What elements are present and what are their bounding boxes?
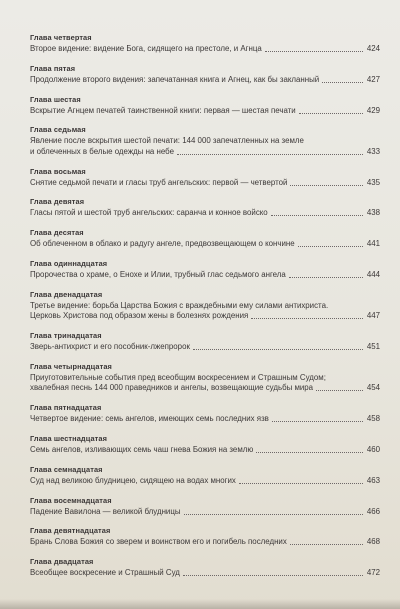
toc-entry [30,526,380,548]
chapter-heading: Глава двенадцатая [30,289,103,299]
entry-description: Продолжение второго видения: запечатанная книга и Агнец, как бы закланный [30,74,320,84]
entry-line [30,414,380,425]
entry-description: Пророчества о храме, о Енохе и Илии, трубный глас седьмого ангела [30,270,286,280]
entry-description: Семь ангелов, изливающих семь чаш гнева Божия на землю [30,445,254,455]
entry-line [30,44,380,55]
entry-description: Церковь Христова под образом жены в болезнях рождения [30,311,249,321]
chapter-heading: Глава восемнадцатая [30,495,112,505]
entry-line [30,239,380,250]
page-number: 460 [366,445,380,455]
toc-entry [30,95,380,117]
page-number: 447 [366,311,380,321]
chapter-heading: Глава девятая [30,197,85,207]
toc-entry [30,259,380,281]
entry-line [30,208,380,219]
entry-description: Четвертое видение: семь ангелов, имеющих семь последних язв [30,414,269,424]
entry-description: Явление после вскрытия шестой печати: 144 000 запечатленных на земле [30,136,304,146]
dot-leader [265,51,363,52]
entry-description: Об облеченном в облако и радугу ангеле, предвозвещающем о кончине [30,239,295,249]
entry-description: Вскрытие Агнцем печатей таинственной книги: первая — шестая печати [30,105,296,115]
entry-description: и облеченных в белые одежды на небе [30,146,174,156]
toc-entry [30,331,380,353]
dot-leader [298,246,363,247]
page-bottom-shadow [0,599,400,609]
page-number: 472 [366,568,380,578]
toc-entry [30,167,380,189]
page-number: 468 [366,537,380,547]
page-number: 451 [366,342,380,352]
toc-entry [30,125,380,157]
entry-description: хвалебная песнь 144 000 праведников и ангелы, возвещающие судьбы мира [30,383,314,393]
toc-entry [30,197,380,219]
entry-line [30,270,380,281]
entry-line [30,147,380,158]
entry-description: Второе видение: видение Бога, сидящего на престоле, и Агнца [30,44,262,53]
entry-description: Третье видение: борьба Царства Божия с враждебными ему силами антихриста. [30,300,329,310]
entry-description: Зверь-антихрист и его пособник-лжепророк [30,342,190,352]
page-number: 438 [366,208,380,218]
page-number: 424 [366,44,380,53]
entry-line [30,445,380,456]
entry-line [30,75,380,86]
entry-line [30,106,380,117]
entry-description: Приуготовительные события пред всеобщим воскресением и Страшным Судом; [30,372,326,382]
toc-entry [30,557,380,579]
toc-entry [30,362,380,394]
dot-leader [290,185,363,186]
dot-leader [184,514,363,515]
dot-leader [299,113,363,114]
dot-leader [256,452,363,453]
toc-entry [30,228,380,250]
entry-line [30,537,380,548]
dot-leader [272,421,363,422]
chapter-heading: Глава четырнадцатая [30,361,112,371]
entry-line [30,342,380,353]
entry-description: Брань Слова Божия со зверем и воинством его и погибель последних [30,537,287,547]
page-number: 433 [366,146,380,156]
page-number: 463 [366,475,380,485]
dot-leader [177,154,363,155]
dot-leader [289,277,363,278]
toc-entry [30,64,380,86]
chapter-heading: Глава четвертая [30,33,92,42]
page-number: 454 [366,383,380,393]
page-number: 458 [366,414,380,424]
dot-leader [193,349,363,350]
page-number: 427 [366,74,380,84]
entry-description: Падение Вавилона — великой блудницы [30,506,181,516]
chapter-heading: Глава тринадцатая [30,331,102,341]
dot-leader [183,575,363,576]
toc-entry [30,290,380,322]
toc-entry [30,33,380,55]
table-of-contents [30,33,380,579]
chapter-heading: Глава одиннадцатая [30,259,108,269]
toc-entry [30,403,380,425]
chapter-heading: Глава шестнадцатая [30,434,107,444]
entry-description: Снятие седьмой печати и гласы труб ангельских: первой — четвертой [30,177,288,187]
page-number: 435 [366,177,380,187]
page-number: 429 [366,105,380,115]
chapter-heading: Глава шестая [30,94,81,104]
entry-line [30,476,380,487]
chapter-heading: Глава пятая [30,63,76,73]
chapter-heading: Глава десятая [30,228,84,238]
chapter-heading: Глава двадцатая [30,557,94,567]
entry-description: Гласы пятой и шестой труб ангельских: саранча и конное войско [30,208,268,218]
page-number: 441 [366,239,380,249]
toc-entry [30,434,380,456]
dot-leader [251,318,363,319]
page-number: 444 [366,270,380,280]
page-number: 466 [366,506,380,516]
toc-entry [30,465,380,487]
toc-entry [30,496,380,518]
entry-line [30,311,380,322]
entry-description: Суд над великою блудницею, сидящею на водах многих [30,475,236,485]
chapter-heading: Глава семнадцатая [30,464,103,474]
entry-line [30,178,380,189]
dot-leader [316,390,363,391]
entry-line [30,507,380,518]
dot-leader [239,483,363,484]
entry-line [30,568,380,579]
chapter-heading: Глава восьмая [30,166,86,176]
dot-leader [290,544,363,545]
dot-leader [271,215,363,216]
dot-leader [322,82,363,83]
entry-line [30,383,380,394]
chapter-heading: Глава седьмая [30,125,86,135]
chapter-heading: Глава девятнадцатая [30,526,111,536]
entry-description: Всеобщее воскресение и Страшный Суд [30,568,180,578]
chapter-heading: Глава пятнадцатая [30,403,102,413]
